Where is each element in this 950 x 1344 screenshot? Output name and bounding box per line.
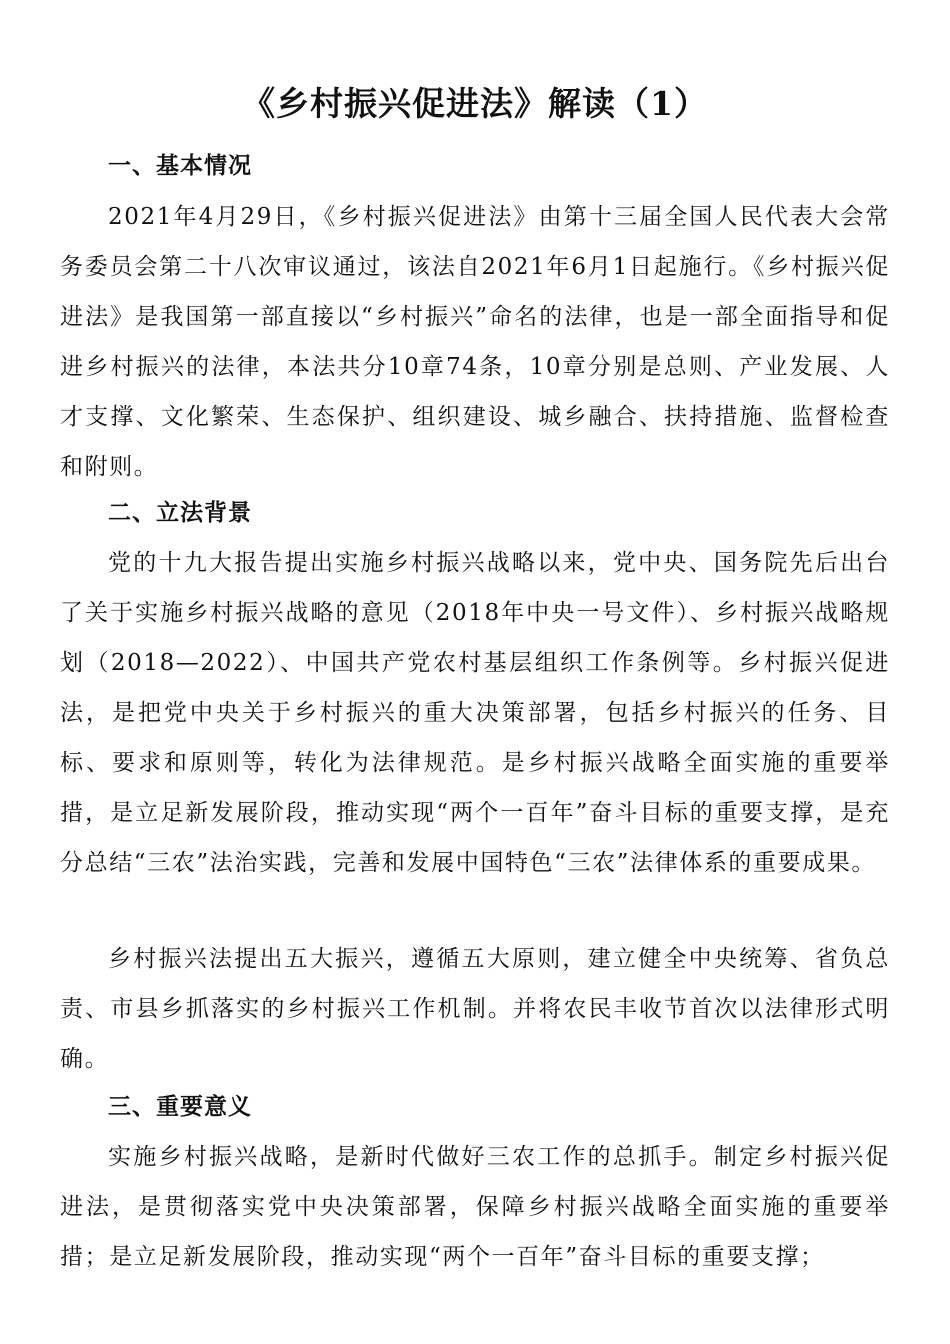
section-heading-significance: 三、重要意义 [108,1094,252,1120]
document-title: 《乡村振兴促进法》解读（1） [242,84,708,123]
paragraph-background-1: 党的十九大报告提出实施乡村振兴战略以来，党中央、国务院先后出台了关于实施乡村振兴战略的意见（2018年中央一号文件）、乡村振兴战略规划（2018—2022）、中国共产党农村基层组织工作条例等。乡村振兴促进法，是把党中央关于乡村振兴的重大决策部署，包括乡村振兴的任务、目标、要求和原则等，转化为法律规范。是乡村振兴战略全面实施的重要举措，是立足新发展阶段，推动实现“两个一百年”奋斗目标的重要支撑，是充分总结“三农”法治实践，完善和发展中国特色“三农”法律体系的重要成果。 [60,550,890,876]
paragraph-basic-info: 2021年4月29日，《乡村振兴促进法》由第十三届全国人民代表大会常务委员会第二十八次审议通过，该法自2021年6月1日起施行。《乡村振兴促进法》是我国第一部直接以“乡村振兴”命名的法律，也是一部全面指导和促进乡村振兴的法律，本法共分10章74条，10章分别是总则、产业发展、人才支撑、文化繁荣、生态保护、组织建设、城乡融合、扶持措施、监督检查和附则。 [60,204,890,480]
paragraph-background-2: 乡村振兴法提出五大振兴，遵循五大原则，建立健全中央统筹、省负总责、市县乡抓落实的乡村振兴工作机制。并将农民丰收节首次以法律形式明确。 [60,946,890,1072]
paragraph-significance: 实施乡村振兴战略，是新时代做好三农工作的总抓手。制定乡村振兴促进法，是贯彻落实党中央决策部署，保障乡村振兴战略全面实施的重要举措；是立足新发展阶段，推动实现“两个一百年”奋斗目标的重要支撑； [60,1144,890,1270]
section-heading-basic-info: 一、基本情况 [108,153,252,179]
section-heading-background: 二、立法背景 [108,500,252,526]
